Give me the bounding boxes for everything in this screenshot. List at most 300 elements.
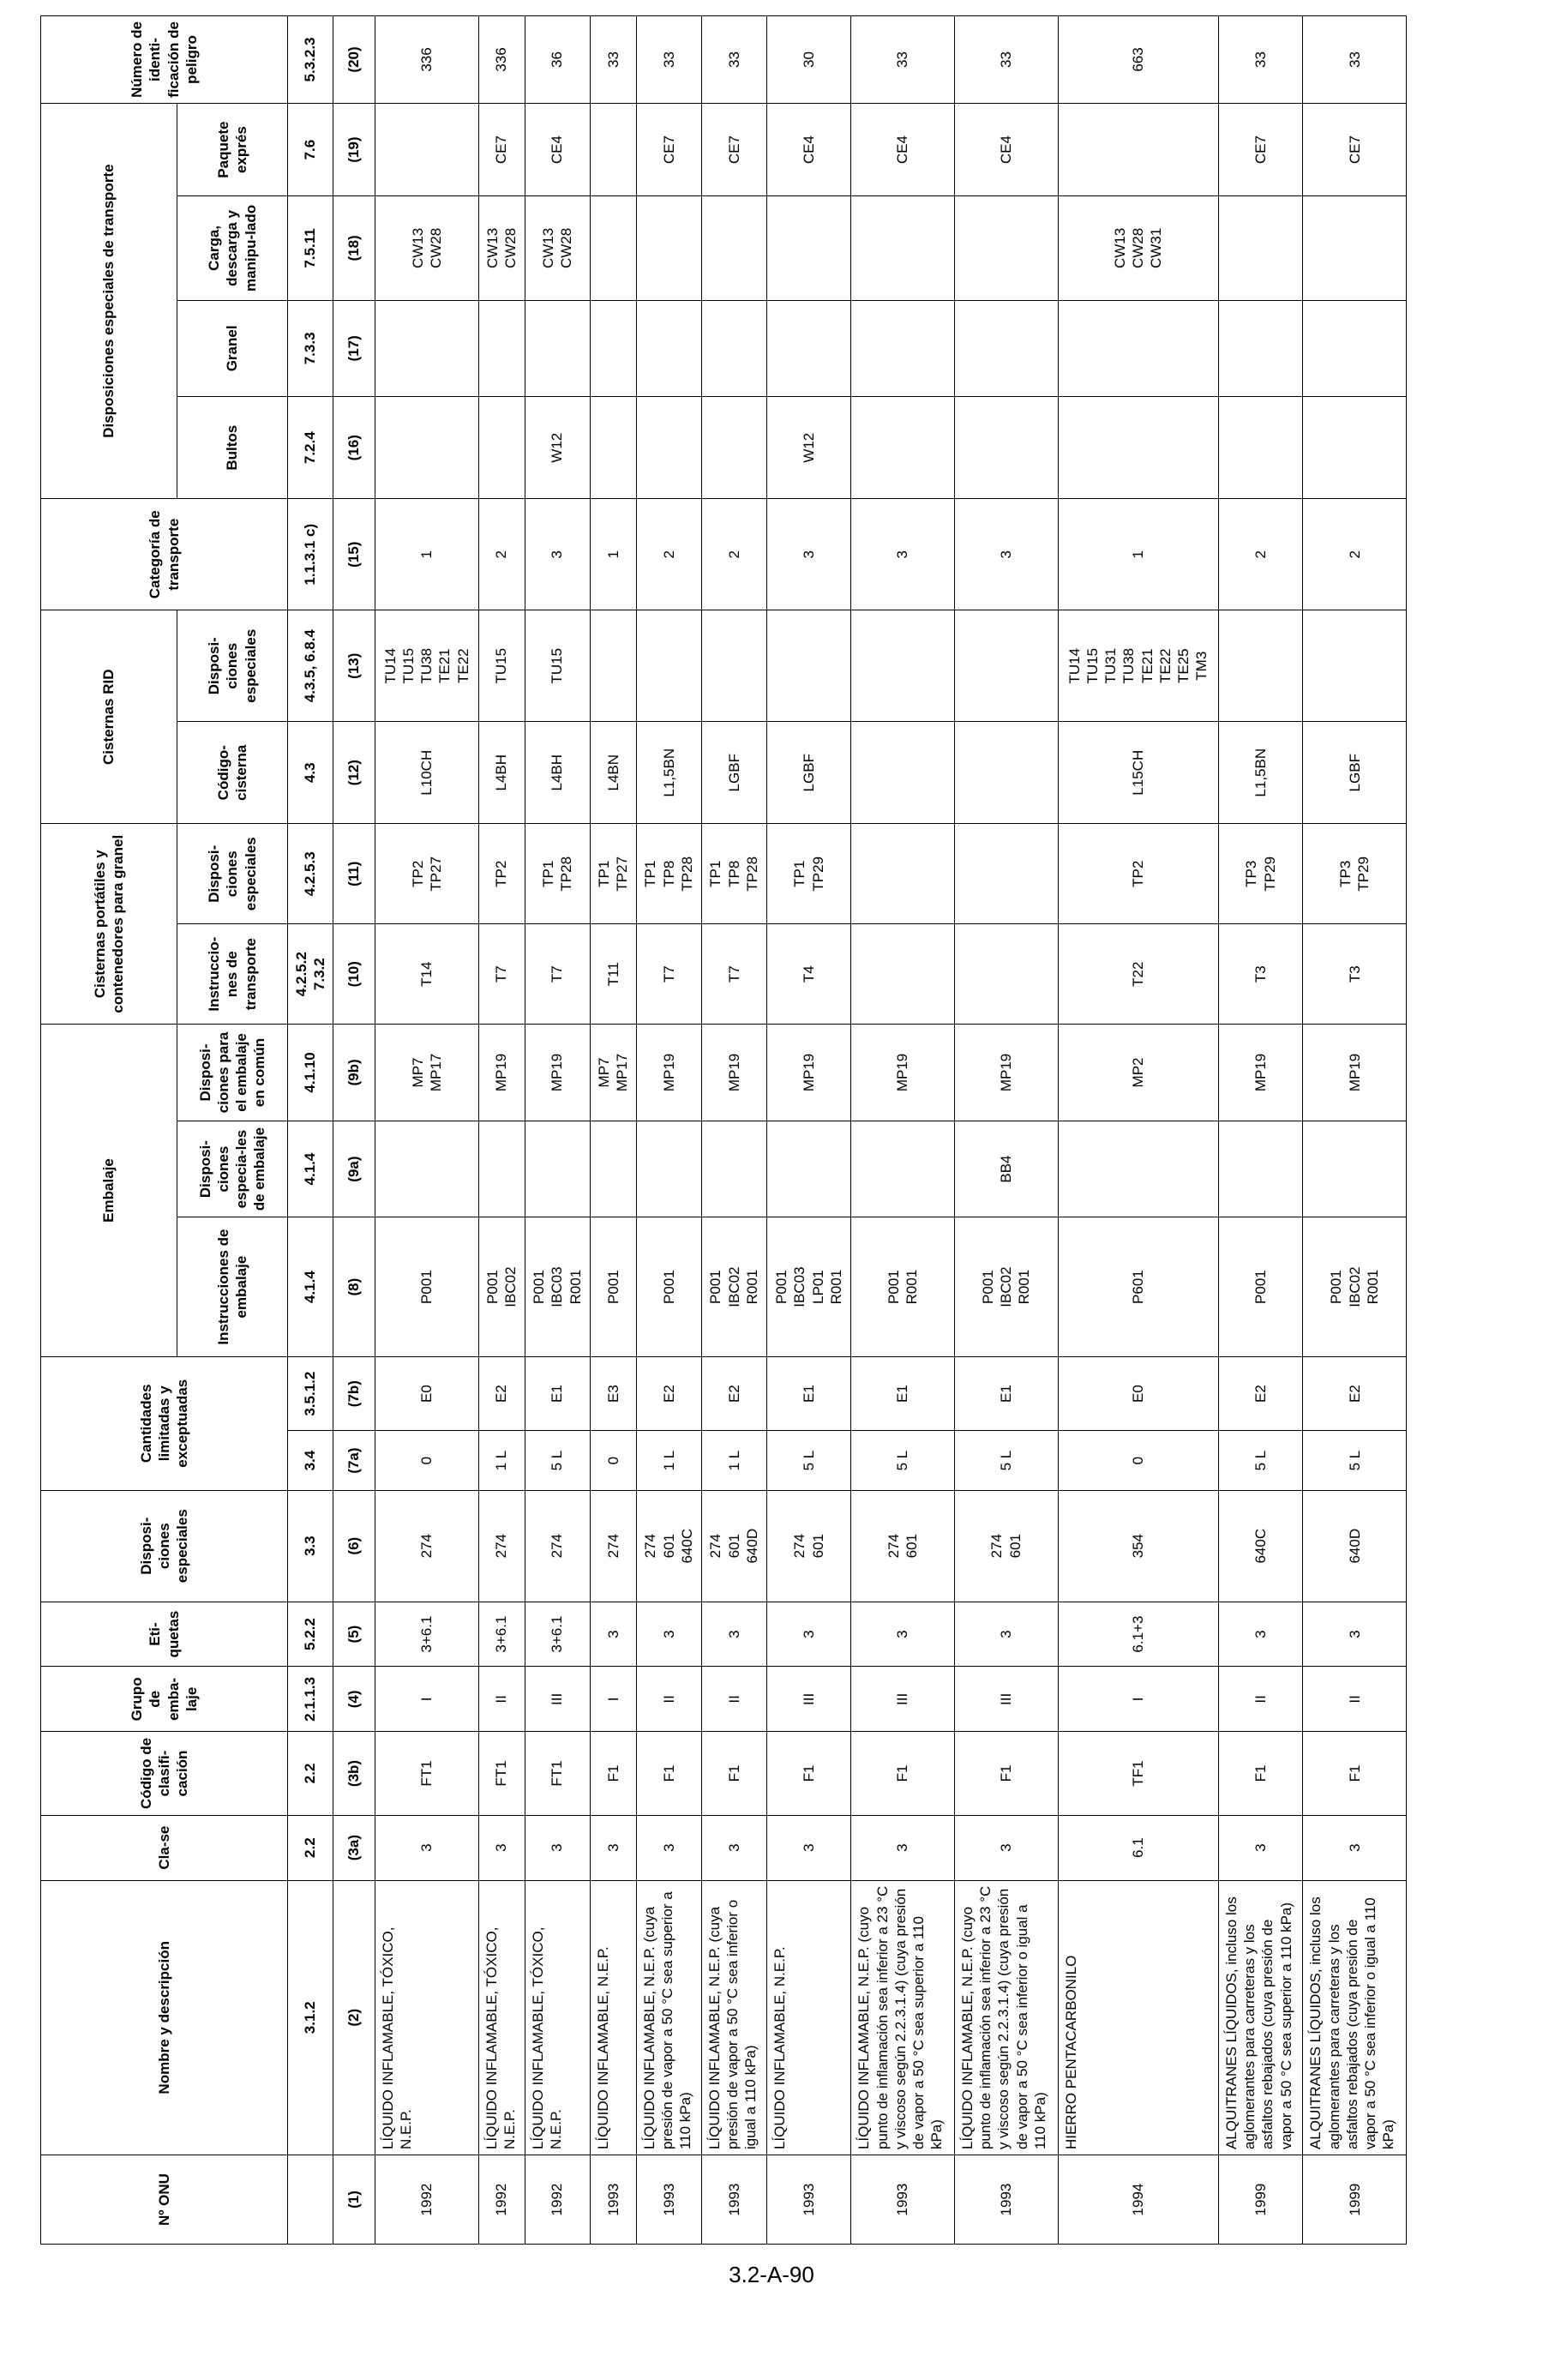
cell-pg: III — [851, 1667, 955, 1732]
header-express: Paquete exprés — [177, 103, 288, 195]
cell-code: F1 — [701, 1732, 766, 1815]
cell-tsp: TP3 TP29 — [1303, 824, 1407, 924]
reference-cell: 4.1.10 — [288, 1025, 333, 1121]
header-transport-category: Categoría de transporte — [41, 499, 288, 610]
cell-bulk — [954, 300, 1058, 397]
header-tank-special: Disposi-ciones especiales — [177, 824, 288, 924]
cell-ti: T7 — [701, 924, 766, 1025]
cell-pi: P001 IBC03 LP01 R001 — [766, 1217, 850, 1356]
cell-labels: 3 — [851, 1602, 955, 1667]
table-row — [1303, 16, 1407, 2245]
cell-ridsp: TU15 — [525, 610, 590, 722]
cell-lq: 5 L — [525, 1431, 590, 1490]
cell-exp: CE7 — [1303, 103, 1407, 195]
header-mixed-packing: Disposi-ciones para el embalaje en común — [177, 1025, 288, 1121]
cell-spp: BB4 — [954, 1121, 1058, 1217]
cell-cls: 3 — [375, 1815, 479, 1880]
cell-rid: L4BH — [478, 722, 525, 824]
header-rid-tanks: Cisternas RID — [41, 610, 177, 824]
header-limited-quantities: Cantidades limitadas y exceptuadas — [41, 1356, 288, 1490]
cell-ridsp: TU15 — [478, 610, 525, 722]
cell-haz: 33 — [636, 16, 701, 104]
cell-bulk — [1058, 300, 1218, 397]
cell-ridsp — [1303, 610, 1407, 722]
cell-pi: P001 — [590, 1217, 636, 1356]
cell-tsp: TP2 — [478, 824, 525, 924]
cell-load — [851, 196, 955, 300]
cell-ti: T22 — [1058, 924, 1218, 1025]
cell-mp: MP19 — [1303, 1025, 1407, 1121]
cell-load — [1303, 196, 1407, 300]
cell-ridsp: TU14 TU15 TU38 TE21 TE22 — [375, 610, 479, 722]
cell-cat: 3 — [851, 499, 955, 610]
cell-labels: 3 — [590, 1602, 636, 1667]
cell-un: 1992 — [478, 2155, 525, 2245]
cell-mp: MP19 — [701, 1025, 766, 1121]
cell-pi: P001 IBC02 — [478, 1217, 525, 1356]
cell-ridsp — [590, 610, 636, 722]
cell-exp — [375, 103, 479, 195]
cell-pg: II — [701, 1667, 766, 1732]
cell-eq: E1 — [766, 1356, 850, 1431]
column-number-cell: (4) — [333, 1667, 375, 1732]
cell-labels: 3 — [1303, 1602, 1407, 1667]
cell-mp: MP19 — [851, 1025, 955, 1121]
cell-haz: 663 — [1058, 16, 1218, 104]
column-number-cell: (9a) — [333, 1121, 375, 1217]
cell-bulk — [766, 300, 850, 397]
cell-eq: E1 — [851, 1356, 955, 1431]
cell-bulk — [590, 300, 636, 397]
cell-lq: 5 L — [851, 1431, 955, 1490]
cell-cls: 3 — [701, 1815, 766, 1880]
header-tank-instructions: Instruccio-nes de transporte — [177, 924, 288, 1025]
cell-bulk — [525, 300, 590, 397]
cell-name: HIERRO PENTACARBONILO — [1058, 1880, 1218, 2155]
cell-cat: 1 — [1058, 499, 1218, 610]
cell-rid: L10CH — [375, 722, 479, 824]
cell-cls: 3 — [636, 1815, 701, 1880]
cell-cat: 2 — [1218, 499, 1302, 610]
cell-rid — [954, 722, 1058, 824]
cell-exp — [590, 103, 636, 195]
cell-cat: 3 — [766, 499, 850, 610]
cell-ti — [851, 924, 955, 1025]
dangerous-goods-table — [40, 15, 1407, 2245]
cell-exp: CE4 — [954, 103, 1058, 195]
cell-labels: 3+6.1 — [478, 1602, 525, 1667]
table-row — [701, 16, 766, 2245]
cell-pg: III — [766, 1667, 850, 1732]
cell-sp: 274 601 640C — [636, 1490, 701, 1602]
table-row — [375, 16, 479, 2245]
cell-mp: MP2 — [1058, 1025, 1218, 1121]
column-number-cell: (7b) — [333, 1356, 375, 1431]
table-row — [851, 16, 955, 2245]
cell-cls: 3 — [954, 1815, 1058, 1880]
cell-eq: E3 — [590, 1356, 636, 1431]
cell-code: FT1 — [478, 1732, 525, 1815]
column-number-cell: (15) — [333, 499, 375, 610]
column-number-cell: (5) — [333, 1602, 375, 1667]
cell-pkg: W12 — [525, 397, 590, 499]
cell-haz: 33 — [954, 16, 1058, 104]
cell-exp: CE7 — [636, 103, 701, 195]
cell-rid: LGBF — [766, 722, 850, 824]
cell-lq: 1 L — [701, 1431, 766, 1490]
cell-cls: 3 — [851, 1815, 955, 1880]
reference-cell: 7.6 — [288, 103, 333, 195]
cell-exp — [1058, 103, 1218, 195]
cell-bulk — [1218, 300, 1302, 397]
cell-rid: L4BN — [590, 722, 636, 824]
cell-rid: LGBF — [1303, 722, 1407, 824]
cell-cat: 2 — [1303, 499, 1407, 610]
cell-haz: 33 — [1303, 16, 1407, 104]
cell-code: FT1 — [525, 1732, 590, 1815]
cell-un: 1992 — [375, 2155, 479, 2245]
cell-code: FT1 — [375, 1732, 479, 1815]
cell-haz: 33 — [851, 16, 955, 104]
cell-mp: MP19 — [636, 1025, 701, 1121]
cell-name: LÍQUIDO INFLAMABLE, N.E.P. — [590, 1880, 636, 2155]
cell-un: 1993 — [590, 2155, 636, 2245]
cell-mp: MP19 — [766, 1025, 850, 1121]
cell-mp: MP7 MP17 — [375, 1025, 479, 1121]
cell-eq: E0 — [1058, 1356, 1218, 1431]
cell-ridsp: TU14 TU15 TU31 TU38 TE21 TE22 TE25 TM3 — [1058, 610, 1218, 722]
reference-cell: 3.4 — [288, 1431, 333, 1490]
cell-pi: P001 — [1218, 1217, 1302, 1356]
reference-cell: 7.3.3 — [288, 300, 333, 397]
cell-labels: 3 — [954, 1602, 1058, 1667]
cell-haz: 336 — [375, 16, 479, 104]
reference-cell: 4.1.4 — [288, 1121, 333, 1217]
table-row — [525, 16, 590, 2245]
cell-pg: III — [954, 1667, 1058, 1732]
header-rid-special: Disposi-ciones especiales — [177, 610, 288, 722]
cell-ti — [954, 924, 1058, 1025]
cell-name: LÍQUIDO INFLAMABLE, N.E.P. (cuyo punto de inflamación sea inferior a 23 °C y viscoso según 2.2.3.1.4) (cuya presión de vapor a 50 °C sea superior a 110 kPa) — [851, 1880, 955, 2155]
header-hazard-id: Número de identi-ficación de peligro — [41, 16, 288, 104]
cell-name: LÍQUIDO INFLAMABLE, TÓXICO, N.E.P. — [375, 1880, 479, 2155]
cell-tsp: TP1 TP29 — [766, 824, 850, 924]
cell-tsp: TP1 TP28 — [525, 824, 590, 924]
cell-tsp: TP3 TP29 — [1218, 824, 1302, 924]
cell-pi: P001 IBC02 R001 — [954, 1217, 1058, 1356]
cell-spp — [590, 1121, 636, 1217]
cell-load: CW13 CW28 CW31 — [1058, 196, 1218, 300]
cell-ti: T14 — [375, 924, 479, 1025]
cell-cat: 1 — [375, 499, 479, 610]
cell-spp — [375, 1121, 479, 1217]
cell-un: 1994 — [1058, 2155, 1218, 2245]
cell-ridsp — [636, 610, 701, 722]
cell-load — [701, 196, 766, 300]
reference-cell: 4.3 — [288, 722, 333, 824]
cell-sp: 274 601 — [954, 1490, 1058, 1602]
cell-haz: 36 — [525, 16, 590, 104]
cell-lq: 1 L — [636, 1431, 701, 1490]
cell-name: LÍQUIDO INFLAMABLE, N.E.P. (cuyo punto de inflamación sea inferior a 23 °C y viscoso según 2.2.3.1.4) (cuya presión de vapor a 50 °C sea inferior o igual a 110 kPa) — [954, 1880, 1058, 2155]
cell-ti: T7 — [478, 924, 525, 1025]
cell-code: F1 — [766, 1732, 850, 1815]
cell-mp: MP7 MP17 — [590, 1025, 636, 1121]
cell-ti: T3 — [1303, 924, 1407, 1025]
rotated-table-container — [40, 15, 1407, 2245]
cell-tsp: TP1 TP8 TP28 — [701, 824, 766, 924]
cell-pg: I — [1058, 1667, 1218, 1732]
cell-exp: CE4 — [766, 103, 850, 195]
cell-lq: 0 — [590, 1431, 636, 1490]
cell-lq: 0 — [1058, 1431, 1218, 1490]
cell-eq: E2 — [1303, 1356, 1407, 1431]
cell-labels: 3+6.1 — [525, 1602, 590, 1667]
cell-eq: E2 — [636, 1356, 701, 1431]
header-rid-code: Código-cisterna — [177, 722, 288, 824]
cell-mp: MP19 — [1218, 1025, 1302, 1121]
cell-labels: 3 — [766, 1602, 850, 1667]
cell-haz: 33 — [1218, 16, 1302, 104]
header-class-code: Código de clasifi-cación — [41, 1732, 288, 1815]
cell-load — [636, 196, 701, 300]
header-packing-instructions: Instrucciones de embalaje — [177, 1217, 288, 1356]
reference-cell: 5.3.2.3 — [288, 16, 333, 104]
cell-rid: L4BH — [525, 722, 590, 824]
reference-cell: 4.1.4 — [288, 1217, 333, 1356]
cell-code: F1 — [851, 1732, 955, 1815]
cell-ridsp — [1218, 610, 1302, 722]
cell-haz: 33 — [590, 16, 636, 104]
cell-cat: 2 — [478, 499, 525, 610]
cell-pi: P001 IBC02 R001 — [701, 1217, 766, 1356]
cell-name: ALQUITRANES LÍQUIDOS, incluso los aglomerantes para carreteras y los asfaltos rebajados (cuya presión de vapor a 50 °C sea inferior o igual a 110 kPa) — [1303, 1880, 1407, 2155]
cell-pg: II — [636, 1667, 701, 1732]
cell-cat: 3 — [954, 499, 1058, 610]
header-row-1 — [41, 16, 177, 2245]
cell-haz: 336 — [478, 16, 525, 104]
cell-cat: 2 — [701, 499, 766, 610]
cell-ridsp — [851, 610, 955, 722]
cell-pi: P001 IBC02 R001 — [1303, 1217, 1407, 1356]
cell-load: CW13 CW28 — [478, 196, 525, 300]
cell-ridsp — [954, 610, 1058, 722]
reference-cell: 2.2 — [288, 1732, 333, 1815]
cell-cls: 3 — [766, 1815, 850, 1880]
table-row — [478, 16, 525, 2245]
cell-bulk — [1303, 300, 1407, 397]
cell-eq: E2 — [1218, 1356, 1302, 1431]
cell-un: 1993 — [636, 2155, 701, 2245]
cell-tsp: TP1 TP27 — [590, 824, 636, 924]
cell-spp — [1218, 1121, 1302, 1217]
header-packages: Bultos — [177, 397, 288, 499]
column-number-cell: (10) — [333, 924, 375, 1025]
column-number-cell: (3a) — [333, 1815, 375, 1880]
cell-ti: T11 — [590, 924, 636, 1025]
cell-name: LÍQUIDO INFLAMABLE, N.E.P. — [766, 1880, 850, 2155]
cell-spp — [478, 1121, 525, 1217]
header-special-packing: Disposi-ciones especia-les de embalaje — [177, 1121, 288, 1217]
reference-cell: 3.3 — [288, 1490, 333, 1602]
cell-load — [954, 196, 1058, 300]
cell-sp: 274 601 640D — [701, 1490, 766, 1602]
cell-mp: MP19 — [478, 1025, 525, 1121]
cell-cls: 3 — [590, 1815, 636, 1880]
cell-load — [766, 196, 850, 300]
table-row — [1058, 16, 1218, 2245]
header-packaging: Embalaje — [41, 1025, 177, 1357]
header-labels: Eti-quetas — [41, 1602, 288, 1667]
cell-ti: T7 — [525, 924, 590, 1025]
cell-sp: 640D — [1303, 1490, 1407, 1602]
cell-eq: E1 — [525, 1356, 590, 1431]
cell-pkg — [1058, 397, 1218, 499]
table-row — [766, 16, 850, 2245]
cell-un: 1993 — [954, 2155, 1058, 2245]
cell-bulk — [478, 300, 525, 397]
cell-bulk — [636, 300, 701, 397]
cell-tsp: TP2 TP27 — [375, 824, 479, 924]
table-row — [1218, 16, 1302, 2245]
cell-pkg — [590, 397, 636, 499]
cell-code: F1 — [954, 1732, 1058, 1815]
cell-load — [1218, 196, 1302, 300]
column-number-cell: (20) — [333, 16, 375, 104]
header-portable-tanks: Cisternas portátiles y contenedores para granel — [41, 824, 177, 1025]
reference-cell: 4.2.5.2 7.3.2 — [288, 924, 333, 1025]
header-bulk: Granel — [177, 300, 288, 397]
cell-lq: 5 L — [766, 1431, 850, 1490]
column-number-cell: (11) — [333, 824, 375, 924]
cell-spp — [636, 1121, 701, 1217]
cell-bulk — [701, 300, 766, 397]
table-body — [375, 16, 1407, 2245]
cell-labels: 3 — [636, 1602, 701, 1667]
cell-cls: 3 — [1218, 1815, 1302, 1880]
cell-exp: CE7 — [1218, 103, 1302, 195]
cell-sp: 274 601 — [851, 1490, 955, 1602]
reference-cell — [288, 2155, 333, 2245]
cell-un: 1992 — [525, 2155, 590, 2245]
cell-load: CW13 CW28 — [375, 196, 479, 300]
cell-name: LÍQUIDO INFLAMABLE, N.E.P. (cuya presión de vapor a 50 °C sea superior a 110 kPa) — [636, 1880, 701, 2155]
cell-labels: 6.1+3 — [1058, 1602, 1218, 1667]
cell-sp: 274 601 — [766, 1490, 850, 1602]
cell-rid: L15CH — [1058, 722, 1218, 824]
cell-lq: 5 L — [1303, 1431, 1407, 1490]
cell-pi: P601 — [1058, 1217, 1218, 1356]
column-number-cell: (3b) — [333, 1732, 375, 1815]
cell-rid — [851, 722, 955, 824]
cell-haz: 33 — [701, 16, 766, 104]
cell-pi: P001 R001 — [851, 1217, 955, 1356]
cell-load: CW13 CW28 — [525, 196, 590, 300]
cell-exp: CE4 — [851, 103, 955, 195]
cell-labels: 3 — [701, 1602, 766, 1667]
header-special-provisions: Disposi-ciones especiales — [41, 1490, 288, 1602]
cell-pkg — [851, 397, 955, 499]
cell-lq: 5 L — [954, 1431, 1058, 1490]
cell-ti: T3 — [1218, 924, 1302, 1025]
cell-un: 1993 — [851, 2155, 955, 2245]
cell-pg: II — [1218, 1667, 1302, 1732]
column-number-cell: (12) — [333, 722, 375, 824]
column-number-cell: (18) — [333, 196, 375, 300]
cell-eq: E1 — [954, 1356, 1058, 1431]
cell-code: F1 — [1303, 1732, 1407, 1815]
cell-cls: 3 — [525, 1815, 590, 1880]
cell-cat: 2 — [636, 499, 701, 610]
cell-lq: 1 L — [478, 1431, 525, 1490]
cell-rid: LGBF — [701, 722, 766, 824]
cell-bulk — [375, 300, 479, 397]
cell-pg: II — [478, 1667, 525, 1732]
cell-pkg — [375, 397, 479, 499]
cell-pg: I — [375, 1667, 479, 1732]
cell-pg: III — [525, 1667, 590, 1732]
table-row — [954, 16, 1058, 2245]
reference-cell: 2.1.1.3 — [288, 1667, 333, 1732]
cell-cat: 1 — [590, 499, 636, 610]
cell-sp: 274 — [590, 1490, 636, 1602]
cell-eq: E2 — [478, 1356, 525, 1431]
cell-un: 1993 — [701, 2155, 766, 2245]
cell-code: TF1 — [1058, 1732, 1218, 1815]
column-number-cell: (8) — [333, 1217, 375, 1356]
reference-cell: 1.1.3.1 c) — [288, 499, 333, 610]
cell-ti: T7 — [636, 924, 701, 1025]
cell-labels: 3+6.1 — [375, 1602, 479, 1667]
table-row — [590, 16, 636, 2245]
header-un-no: Nº ONU — [41, 2155, 288, 2245]
reference-cell: 4.2.5.3 — [288, 824, 333, 924]
cell-lq: 5 L — [1218, 1431, 1302, 1490]
column-number-cell: (1) — [333, 2155, 375, 2245]
cell-name: LÍQUIDO INFLAMABLE, TÓXICO, N.E.P. — [478, 1880, 525, 2155]
column-number-cell: (17) — [333, 300, 375, 397]
cell-exp: CE7 — [701, 103, 766, 195]
column-number-cell: (7a) — [333, 1431, 375, 1490]
cell-tsp: TP2 — [1058, 824, 1218, 924]
cell-ti: T4 — [766, 924, 850, 1025]
header-class: Cla-se — [41, 1815, 288, 1880]
cell-cls: 6.1 — [1058, 1815, 1218, 1880]
reference-cell: 7.5.11 — [288, 196, 333, 300]
cell-eq: E0 — [375, 1356, 479, 1431]
cell-un: 1999 — [1303, 2155, 1407, 2245]
header-name: Nombre y descripción — [41, 1880, 288, 2155]
cell-spp — [701, 1121, 766, 1217]
cell-sp: 274 — [375, 1490, 479, 1602]
cell-pkg: W12 — [766, 397, 850, 499]
cell-pkg — [701, 397, 766, 499]
column-number-cell: (16) — [333, 397, 375, 499]
column-number-cell: (6) — [333, 1490, 375, 1602]
column-number-cell: (19) — [333, 103, 375, 195]
cell-code: F1 — [636, 1732, 701, 1815]
cell-spp — [766, 1121, 850, 1217]
cell-ridsp — [766, 610, 850, 722]
cell-sp: 274 — [525, 1490, 590, 1602]
column-number-cell: (13) — [333, 610, 375, 722]
reference-cell: 5.2.2 — [288, 1602, 333, 1667]
cell-cls: 3 — [478, 1815, 525, 1880]
cell-eq: E2 — [701, 1356, 766, 1431]
reference-cell: 2.2 — [288, 1815, 333, 1880]
cell-labels: 3 — [1218, 1602, 1302, 1667]
cell-name: LÍQUIDO INFLAMABLE, N.E.P. (cuya presión de vapor a 50 °C sea inferior o igual a 110 kPa) — [701, 1880, 766, 2155]
